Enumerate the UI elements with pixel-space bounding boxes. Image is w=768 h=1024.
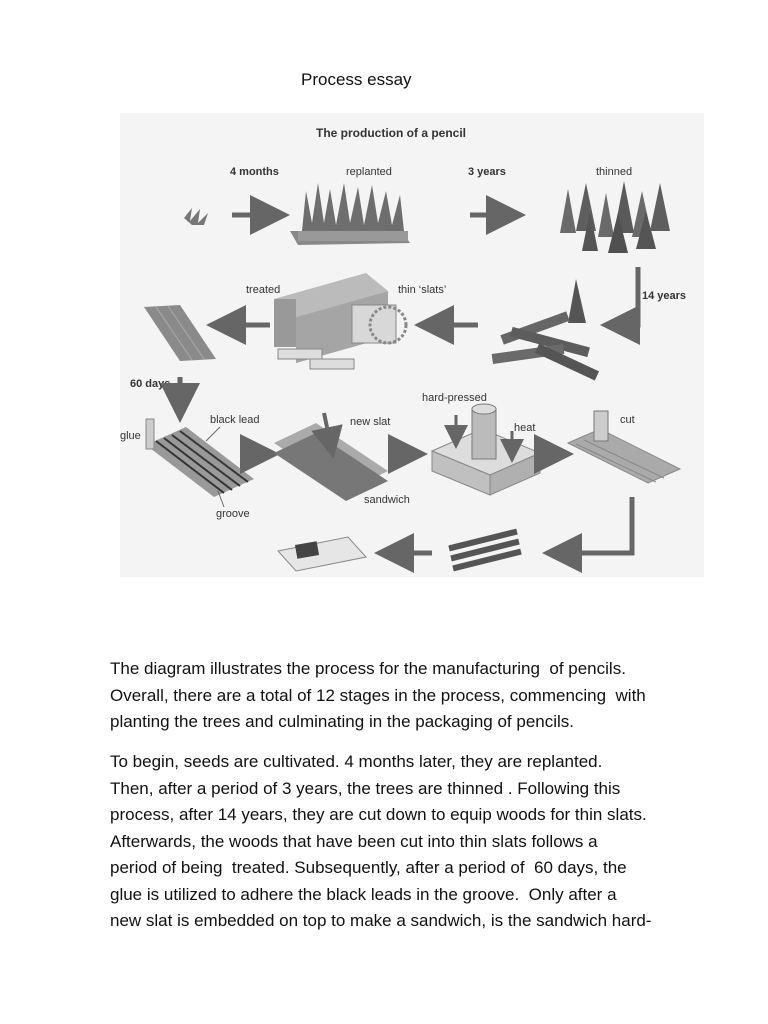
diagram-title: The production of a pencil [316, 126, 466, 140]
grooved-slat-icon [146, 419, 254, 497]
slats-stack-icon [144, 305, 216, 361]
treatment-machine-icon [274, 273, 406, 369]
label-treated: treated [246, 284, 281, 296]
label-sandwich: sandwich [364, 494, 410, 506]
essay-paragraph-2 [110, 749, 730, 935]
label-14-years: 14 years [642, 290, 687, 302]
paragraph-line: Overall, there are a total of 12 stages in the process, commencing with [110, 685, 646, 705]
paragraph-line: Afterwards, the woods that have been cut into thin slats follows a [110, 831, 598, 851]
document-title: Process essay [301, 70, 412, 89]
seedling-icon [184, 208, 208, 225]
pencil-production-diagram [120, 113, 704, 577]
label-heat: heat [514, 422, 536, 434]
arrow-3 [610, 267, 638, 325]
arrow-10 [552, 497, 632, 553]
paragraph-line: period of being treated. Subsequently, after a period of 60 days, the [110, 858, 627, 877]
felled-logs-icon [492, 279, 599, 380]
replanted-trees-icon [290, 183, 410, 245]
label-4-months: 4 months [230, 166, 279, 178]
paragraph-line: planting the trees and culminating in the packaging of pencils. [110, 712, 575, 731]
paragraph-line: To begin, seeds are cultivated. 4 months later, they are replanted. [110, 752, 603, 771]
pencils-icon [448, 529, 521, 572]
label-cut: cut [620, 414, 635, 426]
label-new-slat: new slat [350, 416, 391, 428]
paragraph-line: new slat is embedded on top to make a sandwich, is the sandwich hard- [110, 911, 652, 930]
pointer-black-lead [206, 427, 220, 441]
label-hard-pressed: hard-pressed [422, 392, 487, 404]
label-glue: glue [120, 430, 141, 442]
paragraph-line: Then, after a period of 3 years, the trees are thinned . Following this [110, 778, 621, 798]
label-3-years: 3 years [468, 166, 506, 178]
label-thin-slats: thin ‘slats’ [398, 284, 447, 296]
pencil-box-icon [278, 537, 366, 571]
thinned-forest-icon [560, 181, 670, 253]
label-thinned: thinned [596, 166, 633, 178]
essay-paragraph-1 [110, 656, 730, 736]
paragraph-line: glue is utilized to adhere the black leads in the groove. Only after a [110, 884, 617, 904]
label-replanted: replanted [346, 166, 392, 178]
press-machine-icon [432, 404, 540, 495]
paragraph-line: process, after 14 years, they are cut down to equip woods for thin slats. [110, 805, 647, 824]
label-60-days: 60 days [130, 378, 171, 390]
label-groove: groove [216, 508, 250, 520]
paragraph-line: The diagram illustrates the process for the manufacturing of pencils. [110, 659, 626, 678]
label-black-lead: black lead [210, 414, 260, 426]
